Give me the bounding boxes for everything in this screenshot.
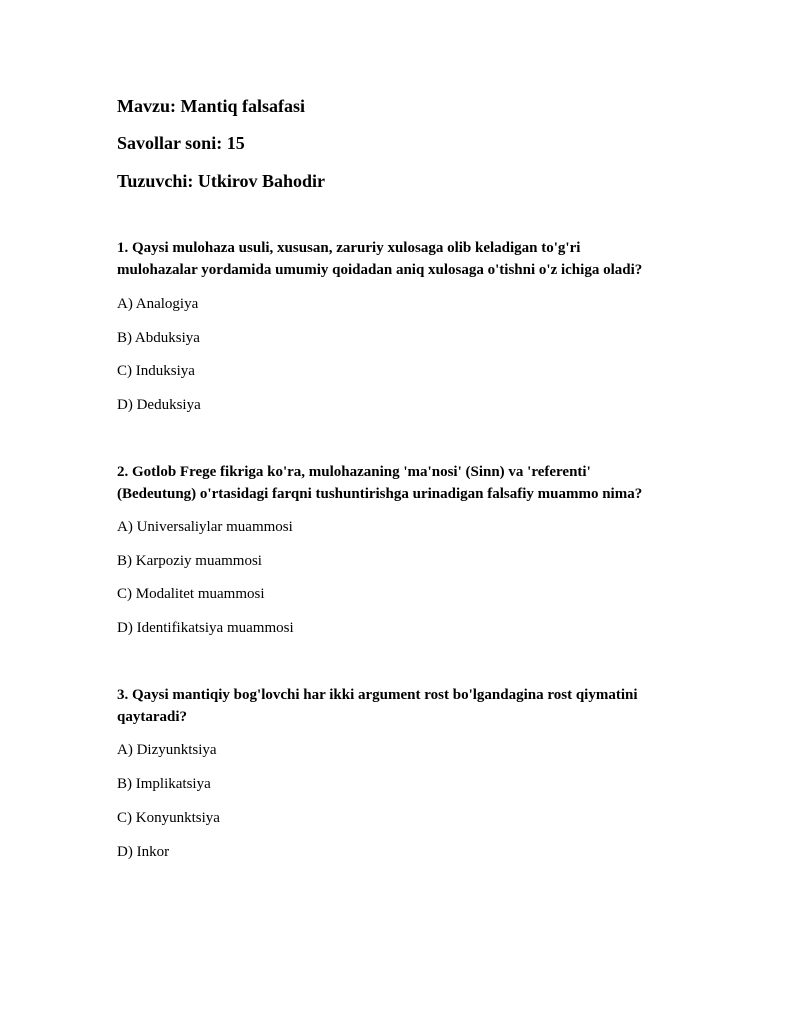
question-text-line: 1. Qaysi mulohaza usuli, xususan, zaruriy xulosaga olib keladigan to'g'ri [117,240,581,256]
option-a: A) Dizyunktsiya [117,742,217,758]
topic-heading: Mavzu: Mantiq falsafasi [117,96,305,116]
question-text-line: mulohazalar yordamida umumiy qoidadan aniq xulosaga o'tishni o'z ichiga oladi? [117,262,643,278]
option-c: C) Modalitet muammosi [117,586,265,602]
option-b: B) Abduksiya [117,330,200,346]
question-text [117,237,687,281]
option-c: C) Induksiya [117,363,195,379]
question-3 [117,684,687,728]
question-text [117,461,687,505]
option-d: D) Deduksiya [117,397,201,413]
question-text-line: 3. Qaysi mantiqiy bog'lovchi har ikki argument rost bo'lgandagina rost qiymatini [117,687,638,703]
author-heading: Tuzuvchi: Utkirov Bahodir [117,171,326,191]
option-d: D) Inkor [117,844,170,860]
question-text-line: qaytaradi? [117,709,188,725]
option-a: A) Universaliylar muammosi [117,519,293,535]
question-text-line: (Bedeutung) o'rtasidagi farqni tushuntirishga urinadigan falsafiy muammo nima? [117,486,643,502]
question-count-heading: Savollar soni: 15 [117,133,245,153]
option-b: B) Karpoziy muammosi [117,553,262,569]
question-text [117,684,687,728]
question-2 [117,461,687,505]
option-c: C) Konyunktsiya [117,810,220,826]
option-a: A) Analogiya [117,296,199,312]
option-b: B) Implikatsiya [117,776,211,792]
question-1 [117,237,687,281]
question-text-line: 2. Gotlob Frege fikriga ko'ra, mulohazaning 'ma'nosi' (Sinn) va 'referenti' [117,464,591,480]
option-d: D) Identifikatsiya muammosi [117,620,294,636]
